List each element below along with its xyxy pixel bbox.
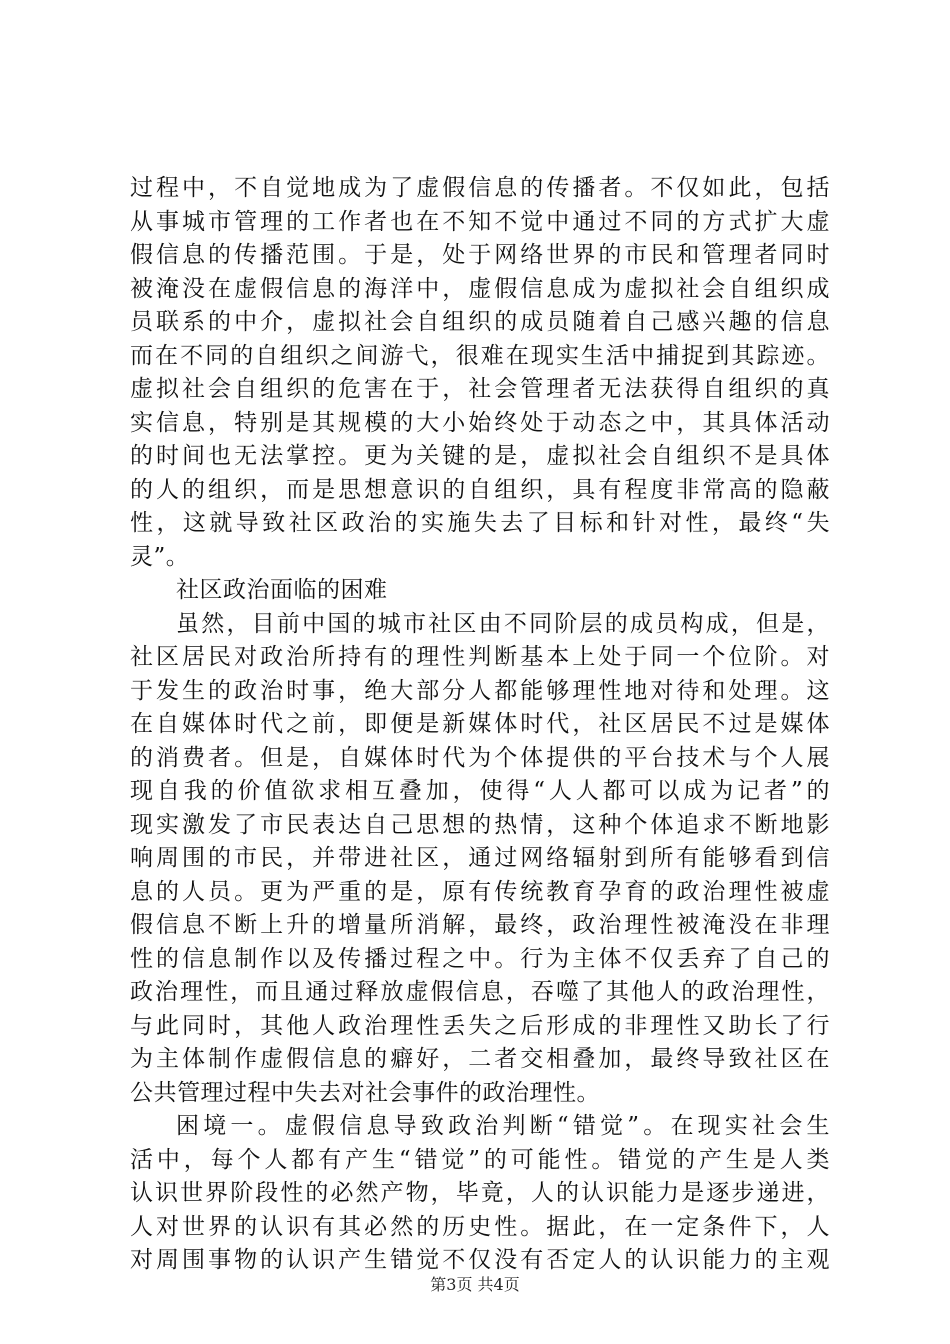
- text-line: 社区居民对政治所持有的理性判断基本上处于同一个位阶。对: [130, 644, 830, 670]
- paragraph-first-line: 虽然，目前中国的城市社区由不同阶层的成员构成，但是，: [176, 610, 830, 637]
- text-line: 性的信息制作以及传播过程之中。行为主体不仅丢弃了自己的: [130, 945, 830, 972]
- text-line: 被淹没在虚假信息的海洋中，虚假信息成为虚拟社会自组织成: [130, 275, 830, 302]
- text-line: 在自媒体时代之前，即便是新媒体时代，社区居民不过是媒体: [130, 711, 830, 737]
- text-line: 人对世界的认识有其必然的历史性。据此，在一定条件下，人: [130, 1213, 830, 1240]
- page-number: 第3页 共4页: [430, 1275, 520, 1294]
- paragraph-first-line: 困境一。虚假信息导致政治判断“错觉”。在现实社会生: [176, 1113, 830, 1139]
- text-line: 现实激发了市民表达自己思想的热情，这种个体追求不断地影: [130, 811, 830, 838]
- text-line: 而在不同的自组织之间游弋，很难在现实生活中捕捉到其踪迹。: [130, 342, 830, 369]
- text-line: 公共管理过程中失去对社会事件的政治理性。: [130, 1079, 600, 1106]
- text-line: 从事城市管理的工作者也在不知不觉中通过不同的方式扩大虚: [130, 208, 830, 235]
- text-line: 的人的组织，而是思想意识的自组织，具有程度非常高的隐蔽: [130, 476, 830, 503]
- text-line: 现自我的价值欲求相互叠加，使得“人人都可以成为记者”的: [130, 778, 830, 804]
- text-line: 实信息，特别是其规模的大小始终处于动态之中，其具体活动: [130, 409, 830, 436]
- text-line: 员联系的中介，虚拟社会自组织的成员随着自己感兴趣的信息: [130, 309, 830, 335]
- document-body: [130, 172, 830, 1278]
- text-line: 的消费者。但是，自媒体时代为个体提供的平台技术与个人展: [130, 744, 830, 771]
- text-line: 虚拟社会自组织的危害在于，社会管理者无法获得自组织的真: [130, 376, 830, 402]
- text-line: 对周围事物的认识产生错觉不仅没有否定人的认识能力的主观: [130, 1247, 830, 1273]
- text-line: 与此同时，其他人政治理性丢失之后形成的非理性又助长了行: [130, 1012, 830, 1039]
- text-line: 灵”。: [130, 543, 190, 570]
- text-line: 假信息的传播范围。于是，处于网络世界的市民和管理者同时: [130, 242, 830, 268]
- text-line: 于发生的政治时事，绝大部分人都能够理性地对待和处理。这: [130, 677, 830, 704]
- text-line: 活中，每个人都有产生“错觉”的可能性。错觉的产生是人类: [130, 1146, 830, 1173]
- text-line: 认识世界阶段性的必然产物，毕竟，人的认识能力是逐步递进，: [130, 1180, 830, 1206]
- text-line: 过程中，不自觉地成为了虚假信息的传播者。不仅如此，包括: [130, 175, 830, 201]
- text-line: 的时间也无法掌控。更为关键的是，虚拟社会自组织不是具体: [130, 443, 830, 469]
- text-line: 假信息不断上升的增量所消解，最终，政治理性被淹没在非理: [130, 912, 830, 938]
- text-line: 为主体制作虚假信息的癖好，二者交相叠加，最终导致社区在: [130, 1046, 830, 1072]
- text-line: 性，这就导致社区政治的实施失去了目标和针对性，最终“失: [130, 510, 830, 536]
- text-line: 息的人员。更为严重的是，原有传统教育孕育的政治理性被虚: [130, 878, 830, 905]
- text-line: 响周围的市民，并带进社区，通过网络辐射到所有能够看到信: [130, 845, 830, 871]
- section-heading: 社区政治面临的困难: [176, 577, 388, 603]
- text-line: 政治理性，而且通过释放虚假信息，吞噬了其他人的政治理性，: [130, 979, 830, 1005]
